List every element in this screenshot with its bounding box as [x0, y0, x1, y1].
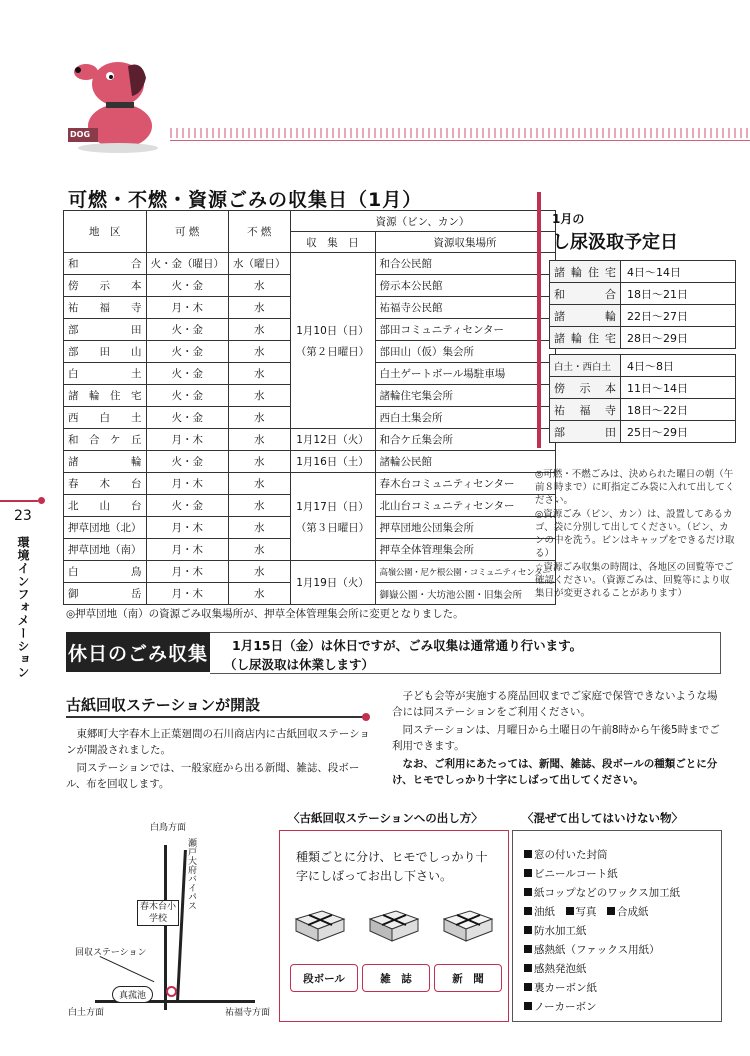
kanen-cell: 火・金 — [146, 341, 229, 363]
note-item: ☆資源ごみ収集の時間は、各地区の回覧等でご確認ください。（資源ごみは、回覧等により収集日が変更されることがあります） — [535, 562, 734, 599]
howto-title: 〈古紙回収ステーションへの出し方〉 — [288, 811, 483, 825]
place-cell: 諸輪住宅集会所 — [375, 385, 555, 407]
shinyo-title: し尿汲取予定日 — [552, 232, 678, 253]
day-cell: 1月17日（日） （第３日曜日） — [290, 473, 375, 561]
station-left-p2: 同ステーションでは、一般家庭から出る新聞、雑誌、段ボール、布を回収します。 — [66, 762, 360, 790]
place-cell: 和合公民館 — [375, 253, 555, 275]
map-label-school: 春木台小学校 — [137, 900, 179, 926]
area-cell: 諸輪 — [64, 451, 147, 473]
kanen-cell: 月・木 — [146, 539, 229, 561]
note-item: ◎資源ごみ（ビン、カン）は、設置してあるカゴ、袋に分別して出してください。（ビン、カンの中を洗う。ビンはキャップをできるだけ取る） — [535, 509, 735, 559]
place-cell: 西白土集会所 — [375, 407, 555, 429]
funen-cell: 水 — [229, 517, 291, 539]
funen-cell: 水 — [229, 451, 291, 473]
side-accent-bar — [0, 500, 38, 502]
station-left-p1: 東郷町大字春木上正葉廻間の石川商店内に古紙回収ステーションが開設されました。 — [66, 728, 370, 756]
magazine-bundle-icon — [366, 905, 422, 945]
header-shigen: 資源（ビン、カン） — [290, 211, 555, 232]
day-cell: 1月19日（火） — [290, 561, 375, 605]
table-row: 諸輪住宅 28日～29日 — [550, 327, 736, 349]
list-item: ビニールコート紙 — [524, 865, 680, 884]
kanen-cell: 火・金 — [146, 363, 229, 385]
kanen-cell: 月・木 — [146, 297, 229, 319]
station-accent-dot — [362, 713, 370, 721]
cardboard-bundle-icon — [292, 905, 348, 945]
funen-cell: 水 — [229, 561, 291, 583]
table-row: 傍示本 11日～14日 — [550, 377, 736, 399]
day-cell: 1月12日（火） — [290, 429, 375, 451]
table-row — [64, 473, 556, 495]
header-funen: 不 燃 — [229, 211, 291, 253]
header-kanen: 可 燃 — [146, 211, 229, 253]
place-cell: 傍示本公民館 — [375, 275, 555, 297]
funen-cell: 水 — [229, 341, 291, 363]
section-label: 環境インフォメーション — [16, 536, 30, 679]
map-label-north: 白鳥方面 — [150, 823, 187, 833]
table-row — [64, 429, 556, 451]
map-label-west: 白土方面 — [68, 1008, 105, 1018]
list-item: 窓の付いた封筒 — [524, 846, 680, 865]
header-rule — [170, 140, 750, 141]
page-number: 23 — [14, 508, 32, 524]
station-underline — [66, 716, 366, 718]
table-row — [64, 253, 556, 275]
funen-cell: 水 — [229, 583, 291, 605]
day-cell: 1月16日（土） — [290, 451, 375, 473]
side-accent-dot — [38, 497, 45, 504]
shinyo-title-month: 1月の — [552, 212, 585, 226]
station-title: 古紙回収ステーションが開設 — [66, 696, 261, 714]
newspaper-bundle-icon — [440, 905, 496, 945]
list-item: 感熱発泡紙 — [524, 960, 680, 979]
place-cell: 押草全体管理集会所 — [375, 539, 555, 561]
kanen-cell: 火・金 — [146, 451, 229, 473]
funen-cell: 水 — [229, 429, 291, 451]
area-cell: 西白土 — [64, 407, 147, 429]
kanen-cell: 月・木 — [146, 473, 229, 495]
schedule-title: 可燃・不燃・資源ごみの収集日（1月） — [68, 189, 423, 211]
map-label-east: 祐福寺方面 — [225, 1008, 271, 1018]
nomix-list — [524, 846, 680, 1017]
funen-cell: 水 — [229, 473, 291, 495]
funen-cell: 水 — [229, 275, 291, 297]
map-label-pond: 真菰池 — [112, 986, 153, 1003]
shinyo-table-2 — [549, 354, 736, 443]
day-cell: 1月10日（日） （第２日曜日） — [290, 253, 375, 429]
funen-cell: 水 — [229, 363, 291, 385]
kanen-cell: 月・木 — [146, 561, 229, 583]
funen-cell: 水（曜日） — [229, 253, 291, 275]
funen-cell: 水 — [229, 297, 291, 319]
area-cell: 諸輪住宅 — [64, 385, 147, 407]
kanen-cell: 火・金 — [146, 407, 229, 429]
station-right-p3: なお、ご利用にあたっては、新聞、雑誌、段ボールの種類ごとに分け、ヒモでしっかり十字にしばって出してください。 — [392, 758, 718, 786]
howto-text: 種類ごとに分け、ヒモでしっかり十字にしばってお出し下さい。 — [296, 850, 488, 883]
place-cell: 部田山（仮）集会所 — [375, 341, 555, 363]
area-cell: 押草団地（南） — [64, 539, 147, 561]
label-newspaper: 新 聞 — [434, 964, 502, 992]
place-cell: 諸輪公民館 — [375, 451, 555, 473]
table-row — [64, 561, 556, 583]
place-cell: 和合ケ丘集会所 — [375, 429, 555, 451]
station-right-p2: 同ステーションは、月曜日から土曜日の午前8時から午後5時までご利用できます。 — [392, 724, 720, 752]
area-cell: 祐福寺 — [64, 297, 147, 319]
table-row: 諸輪 22日～27日 — [550, 305, 736, 327]
kanen-cell: 火・金（曜日） — [146, 253, 229, 275]
funen-cell: 水 — [229, 407, 291, 429]
kanen-cell: 火・金 — [146, 319, 229, 341]
area-cell: 和合ケ丘 — [64, 429, 147, 451]
label-magazine: 雑 誌 — [362, 964, 430, 992]
list-item: 防水加工紙 — [524, 922, 680, 941]
place-cell: 白土ゲートボール場駐車場 — [375, 363, 555, 385]
holiday-line-1: 1月15日（金）は休日ですが、ごみ収集は通常通り行います。 — [232, 638, 583, 653]
map-road-vertical — [164, 845, 167, 1010]
funen-cell: 水 — [229, 385, 291, 407]
kanen-cell: 月・木 — [146, 517, 229, 539]
note-item: ◎可燃・不燃ごみは、決められた曜日の朝（午前８時まで）に町指定ごみ袋に入れて出してください。 — [535, 469, 735, 506]
area-cell: 部田山 — [64, 341, 147, 363]
area-cell: 春木台 — [64, 473, 147, 495]
table-row: 白土・西白土 4日～8日 — [550, 355, 736, 377]
funen-cell: 水 — [229, 319, 291, 341]
holiday-title: 休日のごみ収集 — [66, 632, 210, 672]
map-station-marker-icon — [166, 986, 177, 997]
map-label-road: 瀬戸大府バイパス — [186, 838, 196, 910]
place-cell: 北山台コミュニティセンター — [375, 495, 555, 517]
header-area: 地 区 — [64, 211, 147, 253]
table-row — [64, 451, 556, 473]
area-cell: 白鳥 — [64, 561, 147, 583]
place-cell: 部田コミュニティセンター — [375, 319, 555, 341]
holiday-line-2: （し尿汲取は休業します） — [224, 657, 375, 672]
collection-schedule-table — [63, 210, 556, 605]
funen-cell: 水 — [229, 539, 291, 561]
place-cell: 御嶽公園・大坊池公園・旧集会所 — [375, 583, 555, 605]
table-row: 和合 18日～21日 — [550, 283, 736, 305]
area-cell: 傍示本 — [64, 275, 147, 297]
place-cell: 押草団地公団集会所 — [375, 517, 555, 539]
kanen-cell: 月・木 — [146, 429, 229, 451]
place-cell: 祐福寺公民館 — [375, 297, 555, 319]
shinyo-accent-bar — [537, 192, 541, 448]
kanen-cell: 火・金 — [146, 275, 229, 297]
kanen-cell: 火・金 — [146, 495, 229, 517]
table-row: 祐福寺 18日～22日 — [550, 399, 736, 421]
header-day: 収 集 日 — [290, 232, 375, 253]
list-item: ノーカーボン — [524, 998, 680, 1017]
table-row: 部田 25日～29日 — [550, 421, 736, 443]
list-item: 感熱紙（ファックス用紙） — [524, 941, 680, 960]
area-cell: 御岳 — [64, 583, 147, 605]
kanen-cell: 月・木 — [146, 583, 229, 605]
funen-cell: 水 — [229, 495, 291, 517]
label-cardboard: 段ボール — [290, 964, 358, 992]
table-row: 諸輪住宅 4日～14日 — [550, 261, 736, 283]
area-cell: 部田 — [64, 319, 147, 341]
header-place: 資源収集場所 — [375, 232, 555, 253]
area-cell: 和合 — [64, 253, 147, 275]
place-cell: 春木台コミュニティセンター — [375, 473, 555, 495]
area-cell: 北山台 — [64, 495, 147, 517]
nomix-title: 〈混ぜて出してはいけない物〉 — [522, 811, 683, 825]
schedule-note: ◎押草団地（南）の資源ごみ収集場所が、押草全体管理集会所に変更となりました。 — [66, 608, 464, 620]
area-cell: 押草団地（北） — [64, 517, 147, 539]
station-right-p1: 子ども会等が実施する廃品回収までご家庭で保管できないような場合には同ステーションをご利用ください。 — [392, 690, 718, 718]
shinyo-table-1 — [549, 260, 736, 349]
collection-notes — [535, 468, 735, 601]
map-label-station: 回収ステーション — [75, 948, 147, 958]
place-cell: 高嶺公園・尼ケ根公園・コミュニティセンター — [375, 561, 555, 583]
list-item: 油紙 写真 合成紙 — [524, 903, 680, 922]
dog-label: DOG — [70, 130, 91, 139]
list-item: 裏カーボン紙 — [524, 979, 680, 998]
kanen-cell: 火・金 — [146, 385, 229, 407]
area-cell: 白土 — [64, 363, 147, 385]
header-decoration — [170, 128, 750, 138]
list-item: 紙コップなどのワックス加工紙 — [524, 884, 680, 903]
